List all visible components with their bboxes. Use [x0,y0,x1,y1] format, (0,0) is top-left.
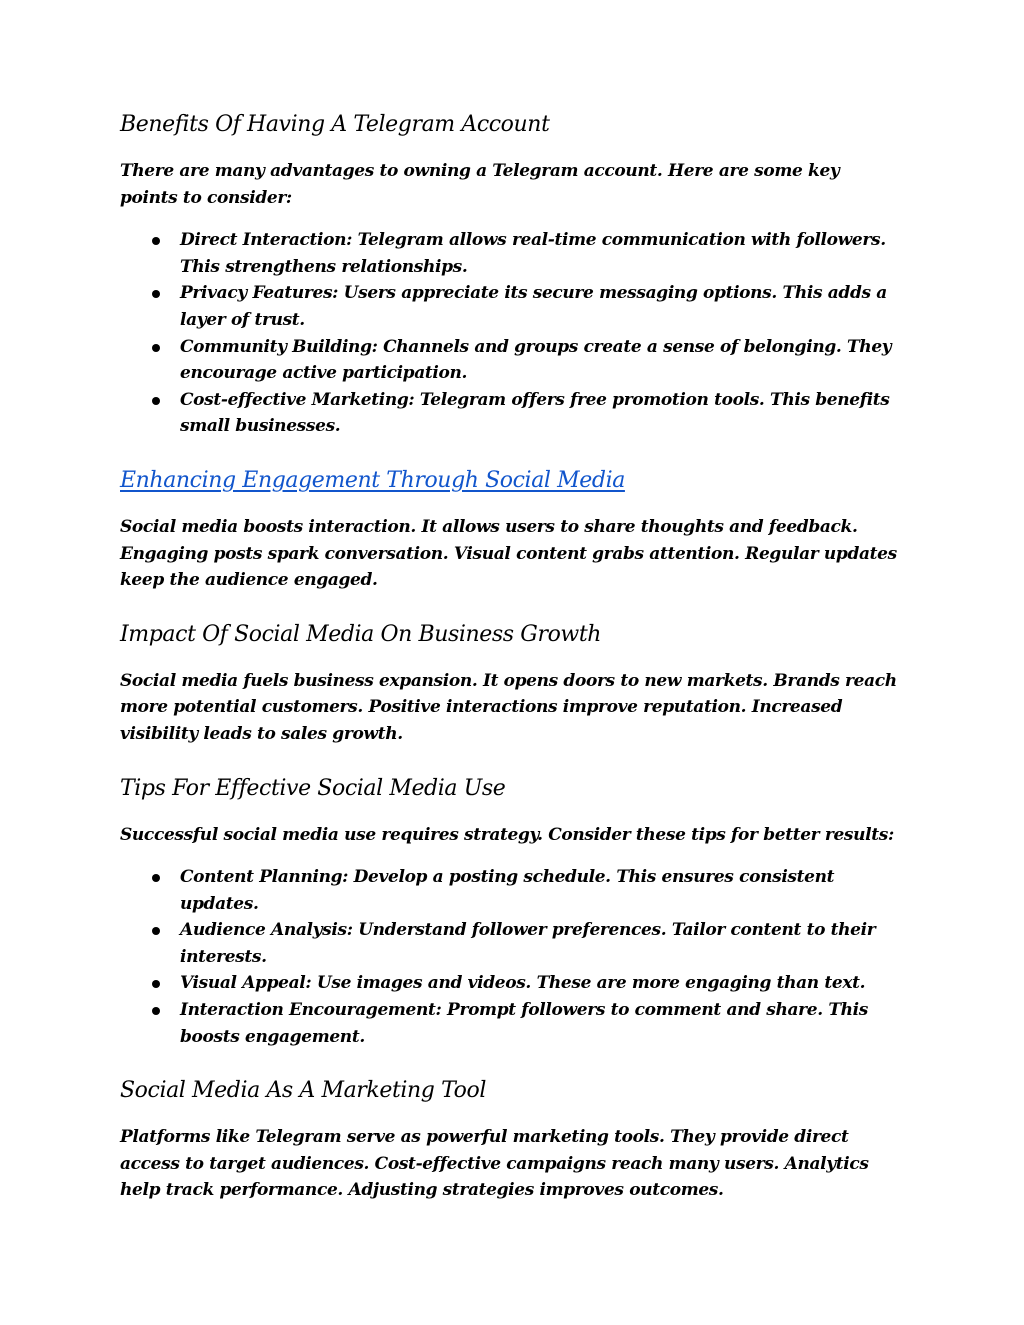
list-item [120,997,900,1050]
list-item-text: Visual Appeal: Use images and videos. These are more engaging than text. [180,973,866,994]
bullet-icon [152,397,160,405]
list-item [120,334,900,387]
list-item-text: Content Planning: Develop a posting schedule. This ensures consistent updates. [180,867,835,914]
intro-tips-effective-use: Successful social media use requires strategy. Consider these tips for better results: [120,824,894,845]
tips-list [120,864,900,1050]
list-item-text: Cost-effective Marketing: Telegram offers free promotion tools. This benefits small businesses. [180,389,890,437]
list-item [120,227,900,280]
body-marketing-tool: Platforms like Telegram serve as powerful marketing tools. They provide direct access to target audiences. Cost-effective campaigns reach many users. Analytics help track performance. Adjusting strategies improves outcomes. [120,1127,869,1201]
list-item-text: Interaction Encouragement: Prompt followers to comment and share. This boosts engagement. [180,1000,869,1047]
list-item-text: Direct Interaction: Telegram allows real-time communication with followers. This strengthens relationships. [180,230,886,277]
body-impact-business-growth: Social media fuels business expansion. It opens doors to new markets. Brands reach more potential customers. Positive interactions improve reputation. Increased visibility leads to sales growth. [120,670,897,744]
list-item-text: Audience Analysis: Understand follower preferences. Tailor content to their interests. [180,920,876,967]
list-item [120,917,900,970]
list-item [120,387,900,440]
heading-benefits-telegram: Benefits Of Having A Telegram Account [120,112,550,137]
heading-link-enhancing-engagement[interactable]: Enhancing Engagement Through Social Media [120,467,625,493]
bullet-icon [152,344,160,352]
heading-tips-effective-use: Tips For Effective Social Media Use [120,775,506,801]
list-item [120,280,900,333]
heading-marketing-tool: Social Media As A Marketing Tool [120,1078,486,1104]
bullet-icon [152,1007,160,1015]
list-item [120,970,900,997]
bullet-icon [152,237,160,245]
bullet-icon [152,874,160,882]
bullet-icon [152,927,160,935]
bullet-icon [152,980,160,988]
list-item-text: Privacy Features: Users appreciate its secure messaging options. This adds a layer of trust. [180,283,887,330]
body-enhancing-engagement: Social media boosts interaction. It allows users to share thoughts and feedback. Engaging posts spark conversation. Visual content grabs attention. Regular updates keep the audience engaged. [120,516,897,591]
benefits-list [120,227,900,440]
list-item-text: Community Building: Channels and groups create a sense of belonging. They encourage active participation. [180,336,892,384]
bullet-icon [152,290,160,298]
intro-benefits-telegram: There are many advantages to owning a Telegram account. Here are some key points to consider: [120,161,840,208]
list-item [120,864,900,917]
heading-impact-business-growth: Impact Of Social Media On Business Growth [120,621,602,647]
document-page [120,110,900,1230]
